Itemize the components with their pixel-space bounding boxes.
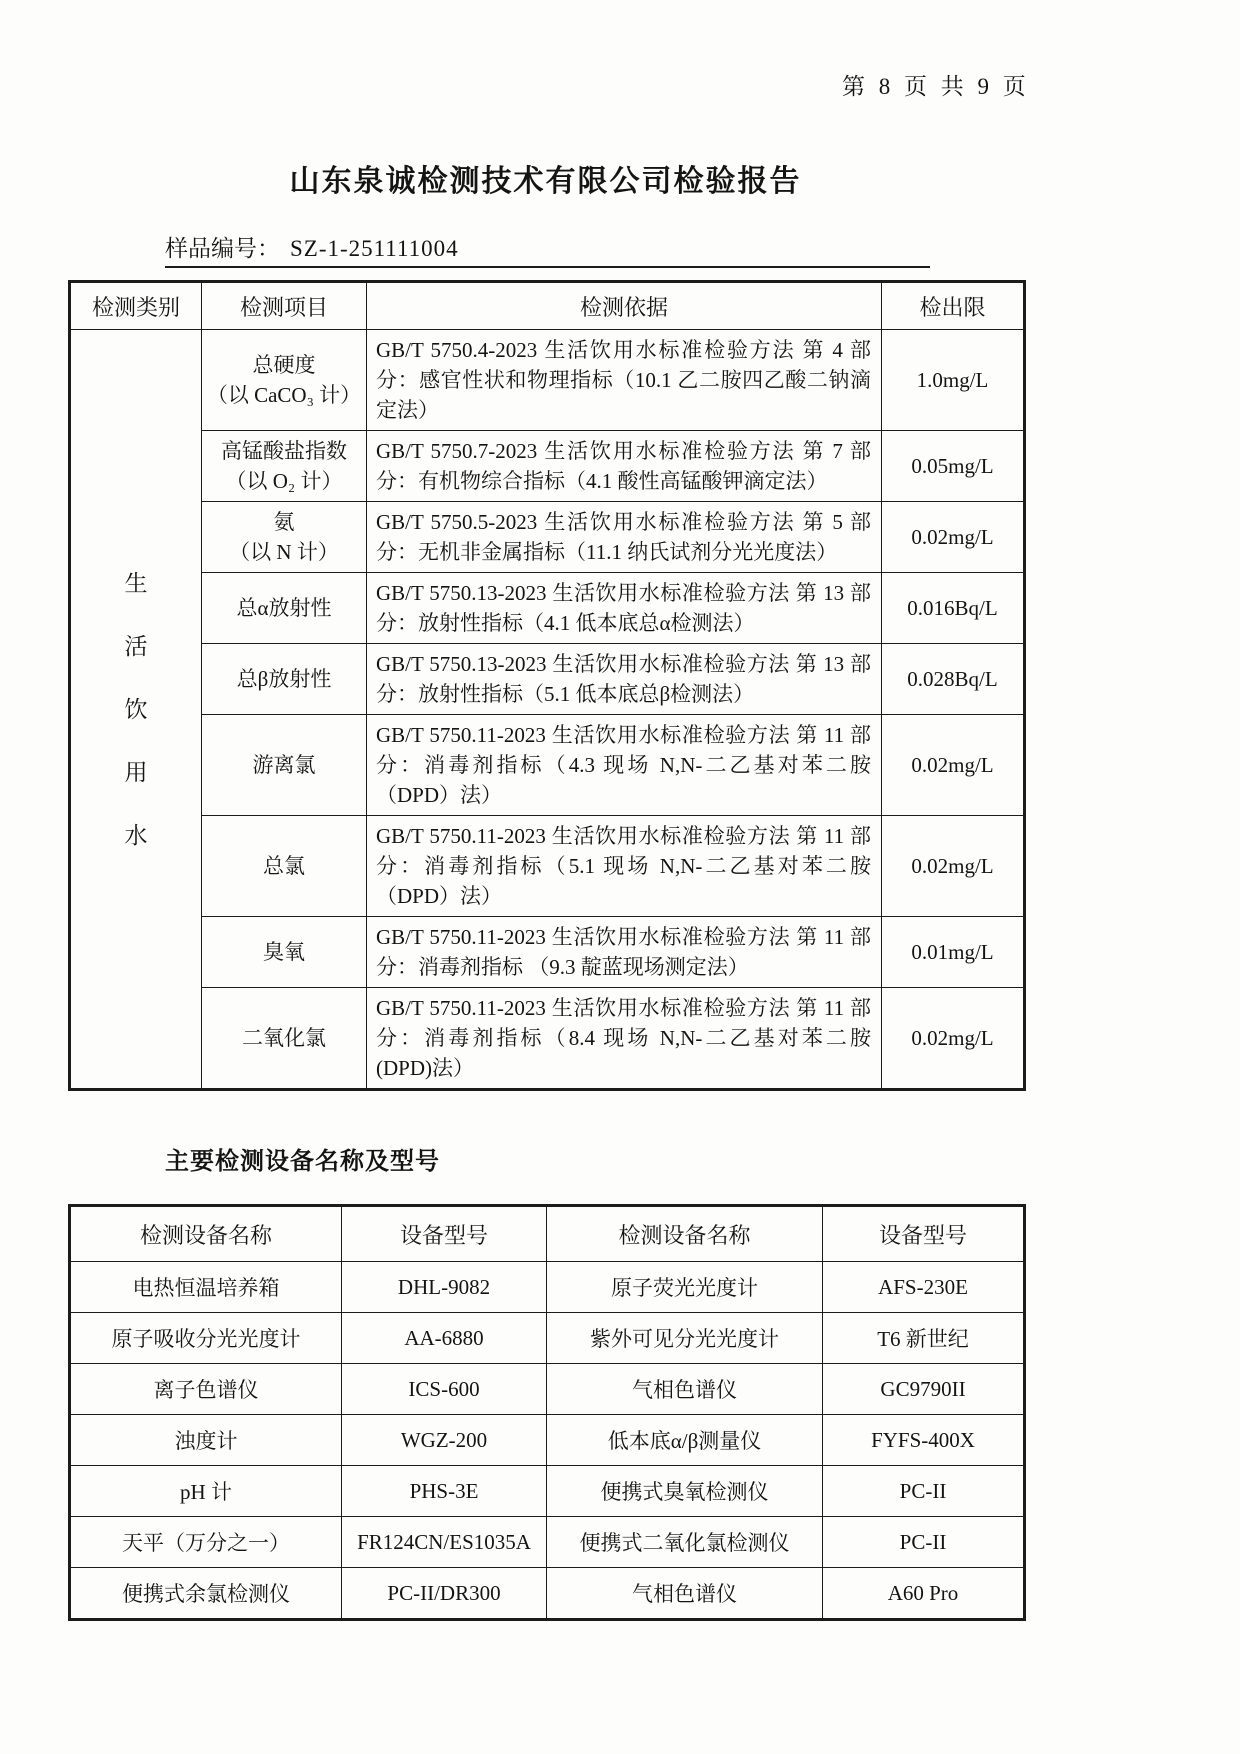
report-title: 山东泉诚检测技术有限公司检验报告 [289, 165, 802, 198]
limit-cell: 0.02mg/L [882, 988, 1025, 1090]
table-header-row [70, 282, 1025, 330]
limit-cell: 1.0mg/L [882, 330, 1025, 431]
equipment-name-cell: 气相色谱仪 [547, 1364, 823, 1415]
limit-cell: 0.016Bq/L [882, 573, 1025, 644]
category-cell [70, 330, 202, 1090]
item-cell [202, 330, 367, 431]
equipment-model-cell: AFS-230E [823, 1262, 1025, 1313]
equipment-model-cell: GC9790II [823, 1364, 1025, 1415]
item-cell [202, 917, 367, 988]
item-name: 游离氯 [252, 753, 316, 777]
sample-number-value: SZ-1-251111004 [290, 236, 459, 261]
item-cell [202, 644, 367, 715]
equipment-name-cell: 紫外可见分光光度计 [547, 1313, 823, 1364]
item-cell [202, 816, 367, 917]
equipment-model-cell: A60 Pro [823, 1568, 1025, 1620]
table-row [70, 573, 1025, 644]
equipment-row [70, 1517, 1025, 1568]
limit-cell: 0.02mg/L [882, 816, 1025, 917]
method-cell: GB/T 5750.13-2023 生活饮用水标准检验方法 第 13 部分：放射性指标（4.1 低本底总α检测法） [367, 573, 882, 644]
equipment-header-row [70, 1206, 1025, 1262]
equipment-model-cell: FR124CN/ES1035A [342, 1517, 547, 1568]
item-cell [202, 573, 367, 644]
equipment-name-cell: 电热恒温培养箱 [70, 1262, 342, 1313]
equipment-table [68, 1204, 1026, 1621]
equipment-name-cell: 原子吸收分光光度计 [70, 1313, 342, 1364]
equipment-model-cell: FYFS-400X [823, 1415, 1025, 1466]
item-name: 二氧化氯 [242, 1026, 326, 1050]
limit-cell: 0.028Bq/L [882, 644, 1025, 715]
column-header-limit: 检出限 [882, 282, 1025, 330]
equipment-section-title: 主要检测设备名称及型号 [165, 1149, 440, 1175]
equipment-name-cell: 浊度计 [70, 1415, 342, 1466]
equipment-model-cell: PC-II [823, 1466, 1025, 1517]
method-cell: GB/T 5750.11-2023 生活饮用水标准检验方法 第 11 部分：消毒剂指标（4.3 现场 N,N-二乙基对苯二胺（DPD）法） [367, 715, 882, 816]
equipment-name-cell: 原子荧光光度计 [547, 1262, 823, 1313]
table-row [70, 816, 1025, 917]
equipment-row [70, 1364, 1025, 1415]
equipment-name-cell: 低本底α/β测量仪 [547, 1415, 823, 1466]
item-name: 总α放射性 [236, 596, 332, 620]
limit-cell: 0.01mg/L [882, 917, 1025, 988]
method-cell: GB/T 5750.7-2023 生活饮用水标准检验方法 第 7 部分：有机物综合指标（4.1 酸性高锰酸钾滴定法） [367, 431, 882, 502]
table-row [70, 502, 1025, 573]
column-header-method: 检测依据 [367, 282, 882, 330]
item-name: 臭氧 [263, 940, 305, 964]
item-name: 总β放射性 [236, 667, 332, 691]
table-row [70, 988, 1025, 1090]
method-cell: GB/T 5750.13-2023 生活饮用水标准检验方法 第 13 部分：放射性指标（5.1 低本底总β检测法） [367, 644, 882, 715]
method-cell: GB/T 5750.5-2023 生活饮用水标准检验方法 第 5 部分：无机非金属指标（11.1 纳氏试剂分光光度法） [367, 502, 882, 573]
method-cell: GB/T 5750.11-2023 生活饮用水标准检验方法 第 11 部分：消毒剂指标 （9.3 靛蓝现场测定法） [367, 917, 882, 988]
table-row [70, 431, 1025, 502]
item-name: 总氯 [263, 854, 305, 878]
page-content [68, 0, 1023, 1621]
item-cell [202, 715, 367, 816]
table-row [70, 715, 1025, 816]
limit-cell: 0.02mg/L [882, 502, 1025, 573]
limit-cell: 0.02mg/L [882, 715, 1025, 816]
equipment-row [70, 1466, 1025, 1517]
sample-number-line [165, 230, 930, 268]
equipment-name-cell: 便携式臭氧检测仪 [547, 1466, 823, 1517]
item-note: （以 N 计） [229, 540, 339, 564]
column-header-equipment-name: 检测设备名称 [547, 1206, 823, 1262]
column-header-equipment-model: 设备型号 [342, 1206, 547, 1262]
table-row [70, 917, 1025, 988]
item-name: 高锰酸盐指数 [221, 439, 347, 463]
equipment-name-cell: 气相色谱仪 [547, 1568, 823, 1620]
column-header-equipment-name: 检测设备名称 [70, 1206, 342, 1262]
equipment-name-cell: pH 计 [70, 1466, 342, 1517]
equipment-name-cell: 离子色谱仪 [70, 1364, 342, 1415]
table-row [70, 644, 1025, 715]
equipment-model-cell: DHL-9082 [342, 1262, 547, 1313]
equipment-model-cell: T6 新世纪 [823, 1313, 1025, 1364]
equipment-name-cell: 天平（万分之一） [70, 1517, 342, 1568]
equipment-row [70, 1568, 1025, 1620]
item-note: （以 O₂ 计） [225, 469, 343, 493]
equipment-row [70, 1313, 1025, 1364]
equipment-model-cell: WGZ-200 [342, 1415, 547, 1466]
table-row [70, 330, 1025, 431]
category-label: 生活饮用水 [124, 570, 148, 848]
method-cell: GB/T 5750.11-2023 生活饮用水标准检验方法 第 11 部分：消毒剂指标（8.4 现场 N,N-二乙基对苯二胺 (DPD)法） [367, 988, 882, 1090]
equipment-model-cell: ICS-600 [342, 1364, 547, 1415]
sample-number-label: 样品编号： [165, 236, 280, 261]
item-cell [202, 431, 367, 502]
equipment-row [70, 1415, 1025, 1466]
equipment-model-cell: PHS-3E [342, 1466, 547, 1517]
page-number: 第 8 页 共 9 页 [842, 74, 1030, 99]
item-cell [202, 988, 367, 1090]
method-cell: GB/T 5750.11-2023 生活饮用水标准检验方法 第 11 部分：消毒剂指标（5.1 现场 N,N-二乙基对苯二胺（DPD）法） [367, 816, 882, 917]
equipment-row [70, 1262, 1025, 1313]
equipment-name-cell: 便携式余氯检测仪 [70, 1568, 342, 1620]
item-name: 氨 [273, 510, 295, 534]
method-cell: GB/T 5750.4-2023 生活饮用水标准检验方法 第 4 部分：感官性状和物理指标（10.1 乙二胺四乙酸二钠滴定法） [367, 330, 882, 431]
column-header-category: 检测类别 [70, 282, 202, 330]
item-cell [202, 502, 367, 573]
equipment-model-cell: AA-6880 [342, 1313, 547, 1364]
test-methods-table [68, 280, 1026, 1091]
equipment-model-cell: PC-II [823, 1517, 1025, 1568]
equipment-name-cell: 便携式二氧化氯检测仪 [547, 1517, 823, 1568]
column-header-item: 检测项目 [202, 282, 367, 330]
item-note: （以 CaCO₃ 计） [206, 383, 362, 407]
column-header-equipment-model: 设备型号 [823, 1206, 1025, 1262]
equipment-model-cell: PC-II/DR300 [342, 1568, 547, 1620]
limit-cell: 0.05mg/L [882, 431, 1025, 502]
item-name: 总硬度 [252, 353, 316, 377]
